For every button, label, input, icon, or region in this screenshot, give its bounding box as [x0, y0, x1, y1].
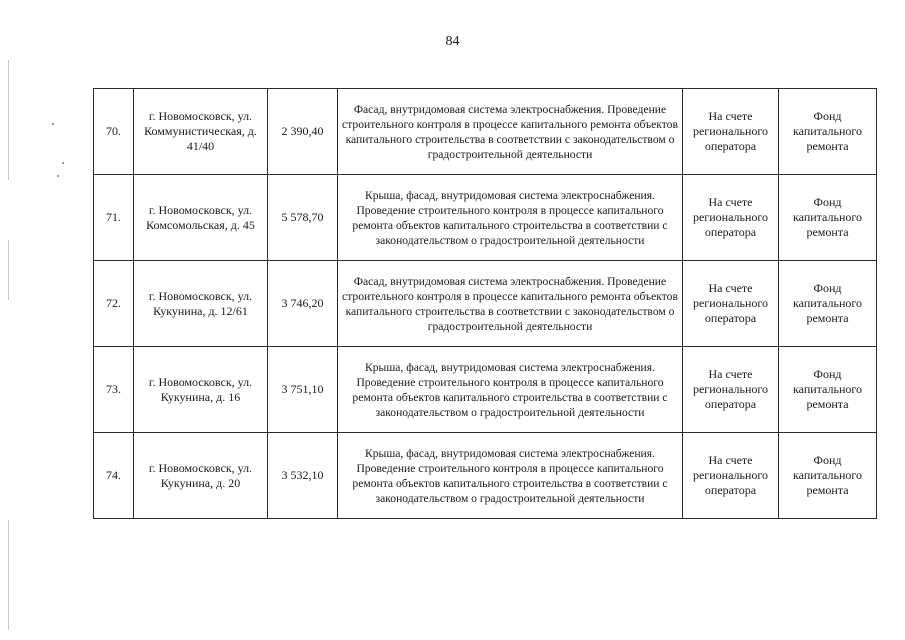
page-number: 84 — [445, 34, 460, 49]
works-cell: Крыша, фасад, внутридомовая система электроснабжения. Проведение строительного контроля в процессе капитального ремонта объектов капитального строительства в соответствии с законодательством о градостроительной деятельности — [338, 175, 683, 261]
funding-source-cell: Фонд капитального ремонта — [779, 347, 877, 433]
funding-method-cell: На счете регионального оператора — [683, 261, 779, 347]
scan-margin-line — [8, 520, 9, 630]
funding-source-cell: Фонд капитального ремонта — [779, 89, 877, 175]
funding-source-cell: Фонд капитального ремонта — [779, 175, 877, 261]
funding-source-cell: Фонд капитального ремонта — [779, 433, 877, 519]
works-cell: Крыша, фасад, внутридомовая система электроснабжения. Проведение строительного контроля в процессе капитального ремонта объектов капитального строительства в соответствии с законодательством о градостроительной деятельности — [338, 433, 683, 519]
row-number: 74. — [94, 433, 134, 519]
row-number: 71. — [94, 175, 134, 261]
scan-speck — [52, 123, 54, 125]
address-cell: г. Новомосковск, ул. Кукунина, д. 20 — [134, 433, 268, 519]
works-cell: Фасад, внутридомовая система электроснабжения. Проведение строительного контроля в процессе капитального ремонта объектов капитального строительства в соответствии с законодательством о градостроительной деятельности — [338, 261, 683, 347]
scan-margin-line — [8, 60, 9, 180]
scan-speck — [57, 175, 59, 177]
address-cell: г. Новомосковск, ул. Кукунина, д. 12/61 — [134, 261, 268, 347]
table-row — [94, 347, 877, 433]
table-row — [94, 89, 877, 175]
cost-cell: 3 746,20 — [268, 261, 338, 347]
scan-speck — [62, 162, 64, 164]
cost-cell: 2 390,40 — [268, 89, 338, 175]
row-number: 73. — [94, 347, 134, 433]
repair-registry-table — [93, 88, 877, 519]
table-row — [94, 433, 877, 519]
address-cell: г. Новомосковск, ул. Кукунина, д. 16 — [134, 347, 268, 433]
row-number: 72. — [94, 261, 134, 347]
table-row — [94, 261, 877, 347]
table-row — [94, 175, 877, 261]
address-cell: г. Новомосковск, ул. Коммунистическая, д. 41/40 — [134, 89, 268, 175]
funding-method-cell: На счете регионального оператора — [683, 89, 779, 175]
works-cell: Крыша, фасад, внутридомовая система электроснабжения. Проведение строительного контроля в процессе капитального ремонта объектов капитального строительства в соответствии с законодательством о градостроительной деятельности — [338, 347, 683, 433]
cost-cell: 3 532,10 — [268, 433, 338, 519]
funding-method-cell: На счете регионального оператора — [683, 433, 779, 519]
row-number: 70. — [94, 89, 134, 175]
scan-margin-line — [8, 240, 9, 300]
funding-method-cell: На счете регионального оператора — [683, 175, 779, 261]
works-cell: Фасад, внутридомовая система электроснабжения. Проведение строительного контроля в процессе капитального ремонта объектов капитального строительства в соответствии с законодательством о градостроительной деятельности — [338, 89, 683, 175]
cost-cell: 5 578,70 — [268, 175, 338, 261]
address-cell: г. Новомосковск, ул. Комсомольская, д. 45 — [134, 175, 268, 261]
funding-method-cell: На счете регионального оператора — [683, 347, 779, 433]
cost-cell: 3 751,10 — [268, 347, 338, 433]
funding-source-cell: Фонд капитального ремонта — [779, 261, 877, 347]
